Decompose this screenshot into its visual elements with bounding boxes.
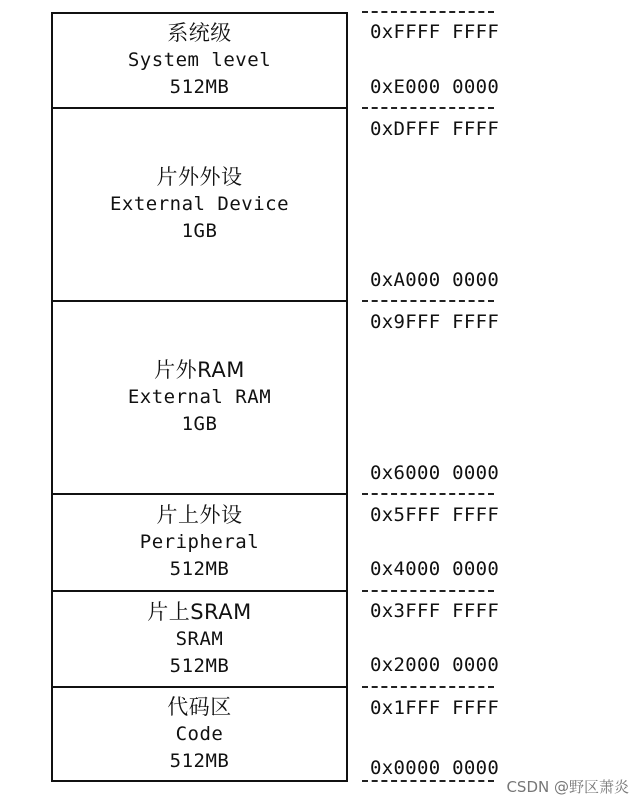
region-code — [51, 688, 348, 782]
region-name-zh: 片外外设 — [156, 165, 243, 189]
address-low: 0x4000 0000 — [370, 558, 500, 580]
boundary-dash-line — [362, 686, 494, 688]
region-size: 512MB — [169, 558, 230, 580]
region-name-en: External RAM — [127, 386, 272, 408]
region-size: 1GB — [181, 413, 218, 435]
region-name-en: System level — [127, 49, 272, 71]
watermark: CSDN @野区萧炎 — [506, 778, 629, 796]
boundary-dash-line — [362, 300, 494, 302]
address-high: 0x9FFF FFFF — [370, 311, 500, 333]
boundary-dash-line — [362, 107, 494, 109]
address-low: 0x2000 0000 — [370, 654, 500, 676]
address-high: 0xDFFF FFFF — [370, 118, 500, 140]
region-name-zh: 片上外设 — [156, 503, 243, 527]
region-external-device — [51, 109, 348, 302]
address-low: 0xA000 0000 — [370, 269, 500, 291]
region-name-zh: 系统级 — [167, 21, 232, 45]
region-size: 512MB — [169, 749, 230, 772]
region-name-en: Code — [175, 722, 224, 745]
region-name-zh: 片外RAM — [154, 358, 245, 382]
region-peripheral — [51, 495, 348, 592]
address-low: 0x6000 0000 — [370, 462, 500, 484]
boundary-dash-line — [362, 493, 494, 495]
address-low: 0x0000 0000 — [370, 757, 500, 779]
region-system-level — [51, 12, 348, 109]
boundary-dash-line — [362, 780, 494, 782]
boundary-dash-line — [362, 590, 494, 592]
region-sram — [51, 592, 348, 688]
region-size: 512MB — [169, 76, 230, 98]
region-name-en: SRAM — [175, 627, 224, 650]
boundary-dash-line — [362, 11, 494, 13]
address-high: 0x5FFF FFFF — [370, 504, 500, 526]
address-high: 0x3FFF FFFF — [370, 600, 500, 622]
region-name-en: Peripheral — [139, 531, 260, 553]
region-name-zh: 片上SRAM — [147, 599, 252, 624]
region-name-en: External Device — [109, 193, 290, 215]
region-size: 1GB — [181, 220, 218, 242]
address-high: 0xFFFF FFFF — [370, 21, 500, 43]
region-name-zh: 代码区 — [167, 694, 232, 719]
address-low: 0xE000 0000 — [370, 76, 500, 98]
address-high: 0x1FFF FFFF — [370, 697, 500, 719]
region-external-ram — [51, 302, 348, 495]
region-size: 512MB — [169, 654, 230, 677]
